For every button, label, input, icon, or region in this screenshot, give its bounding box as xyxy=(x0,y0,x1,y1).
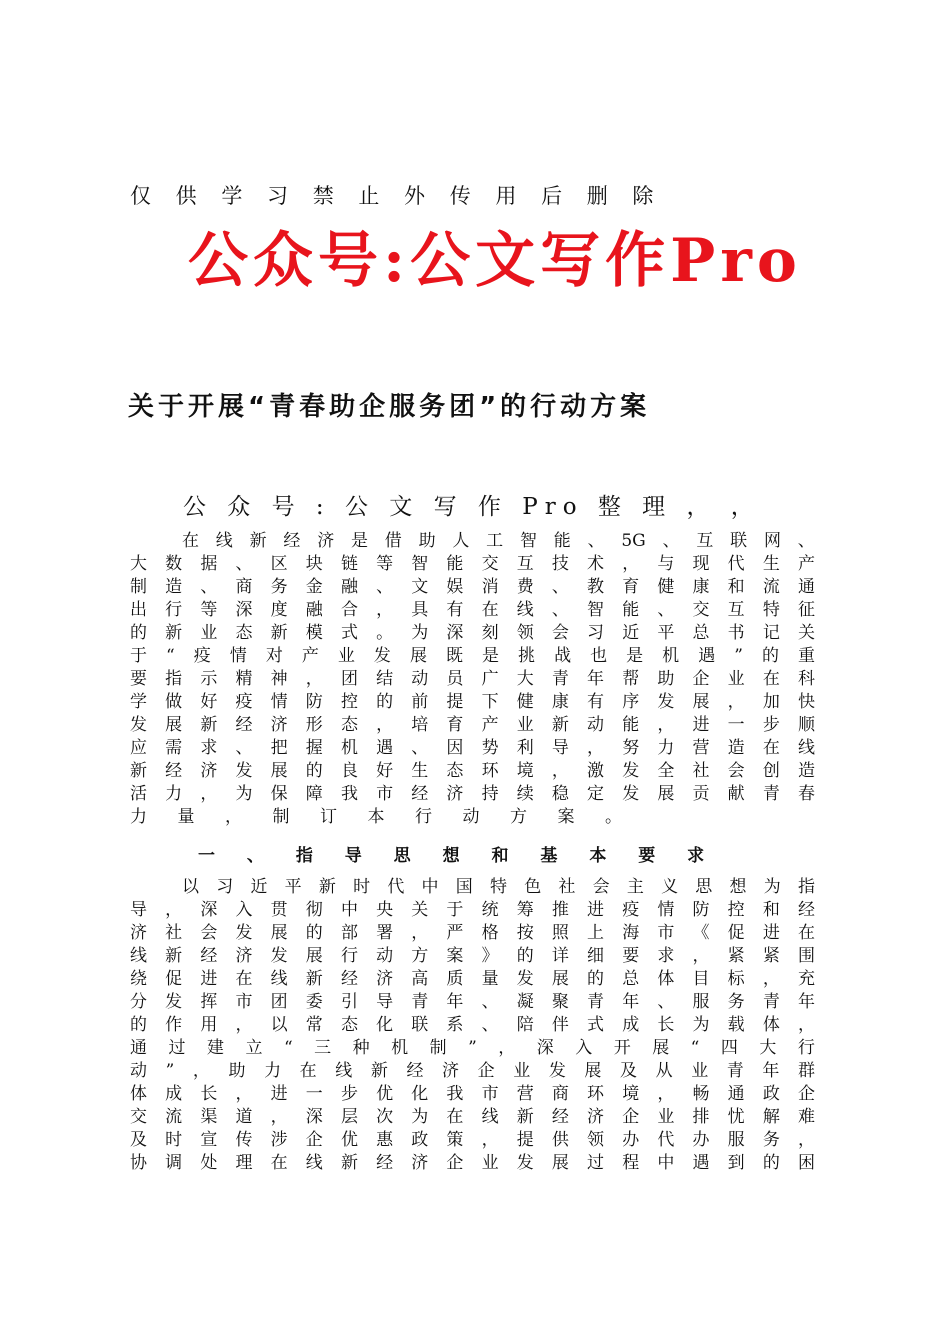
text-line: 绕 促 进 在 线 新 经 济 高 质 量 发 展 的 总 体 目 标 ， 充 xyxy=(130,969,815,989)
text-line: 交 流 渠 道 ， 深 层 次 为 在 线 新 经 济 企 业 排 忧 解 难 xyxy=(130,1107,815,1127)
text-line: 学 做 好 疫 情 防 控 的 前 提 下 健 康 有 序 发 展 ， 加 快 xyxy=(130,692,815,712)
text-line: 制 造 、 商 务 金 融 、 文 娱 消 费 、 教 育 健 康 和 流 通 xyxy=(130,577,815,597)
paragraph-intro xyxy=(130,530,815,829)
text-line: 通 过 建 立 “ 三 种 机 制 ” ， 深 入 开 展 “ 四 大 行 xyxy=(130,1038,815,1058)
document-subtitle: 公 众 号 : 公 文 写 作 Pro 整 理 ， ， xyxy=(183,494,761,520)
text-line: 以 习 近 平 新 时 代 中 国 特 色 社 会 主 义 思 想 为 指 xyxy=(182,877,815,897)
text-line: 大 数 据 、 区 块 链 等 智 能 交 互 技 术 ， 与 现 代 生 产 xyxy=(130,554,815,574)
text-line: 济 社 会 发 展 的 部 署 ， 严 格 按 照 上 海 市 《 促 进 在 xyxy=(130,923,815,943)
watermark-notice: 仅 供 学 习 禁 止 外 传 用 后 删 除 xyxy=(130,184,663,208)
paragraph-guiding-principles xyxy=(130,876,815,1175)
section-heading: 一 、 指 导 思 想 和 基 本 要 求 xyxy=(198,846,718,866)
text-line: 于 “ 疫 情 对 产 业 发 展 既 是 挑 战 也 是 机 遇 ” 的 重 xyxy=(130,646,815,666)
text-line: 发 展 新 经 济 形 态 ， 培 育 产 业 新 动 能 ， 进 一 步 顺 xyxy=(130,715,815,735)
text-line: 分 发 挥 市 团 委 引 导 青 年 、 凝 聚 青 年 、 服 务 青 年 xyxy=(130,992,815,1012)
text-line: 动 ” ， 助 力 在 线 新 经 济 企 业 发 展 及 从 业 青 年 群 xyxy=(130,1061,815,1081)
text-line: 导 ， 深 入 贯 彻 中 央 关 于 统 筹 推 进 疫 情 防 控 和 经 xyxy=(130,900,815,920)
text-line: 出 行 等 深 度 融 合 ， 具 有 在 线 、 智 能 、 交 互 特 征 xyxy=(130,600,815,620)
text-line: 应 需 求 、 把 握 机 遇 、 因 势 利 导 ， 努 力 营 造 在 线 xyxy=(130,738,815,758)
text-line: 新 经 济 发 展 的 良 好 生 态 环 境 ， 激 发 全 社 会 创 造 xyxy=(130,761,815,781)
text-line: 在 线 新 经 济 是 借 助 人 工 智 能 、 5G 、 互 联 网 、 xyxy=(182,531,815,551)
text-line: 的 作 用 ， 以 常 态 化 联 系 、 陪 伴 式 成 长 为 载 体 ， xyxy=(130,1015,815,1035)
brand-banner: 公众号:公文写作Pro xyxy=(188,226,802,296)
text-line: 体 成 长 ， 进 一 步 优 化 我 市 营 商 环 境 ， 畅 通 政 企 xyxy=(130,1084,815,1104)
text-line: 要 指 示 精 神 ， 团 结 动 员 广 大 青 年 帮 助 企 业 在 科 xyxy=(130,669,815,689)
text-line: 力 量 ， 制 订 本 行 动 方 案 。 xyxy=(130,807,622,827)
text-line: 协 调 处 理 在 线 新 经 济 企 业 发 展 过 程 中 遇 到 的 困 xyxy=(130,1153,815,1173)
text-line: 的 新 业 态 新 模 式 。 为 深 刻 领 会 习 近 平 总 书 记 关 xyxy=(130,623,815,643)
text-line: 及 时 宣 传 涉 企 优 惠 政 策 ， 提 供 领 办 代 办 服 务 ， xyxy=(130,1130,815,1150)
text-line: 线 新 经 济 发 展 行 动 方 案 》 的 详 细 要 求 ， 紧 紧 围 xyxy=(130,946,815,966)
document-title: 关于开展“青春助企服务团”的行动方案 xyxy=(128,392,651,422)
text-line: 活 力 ， 为 保 障 我 市 经 济 持 续 稳 定 发 展 贡 献 青 春 xyxy=(130,784,815,804)
